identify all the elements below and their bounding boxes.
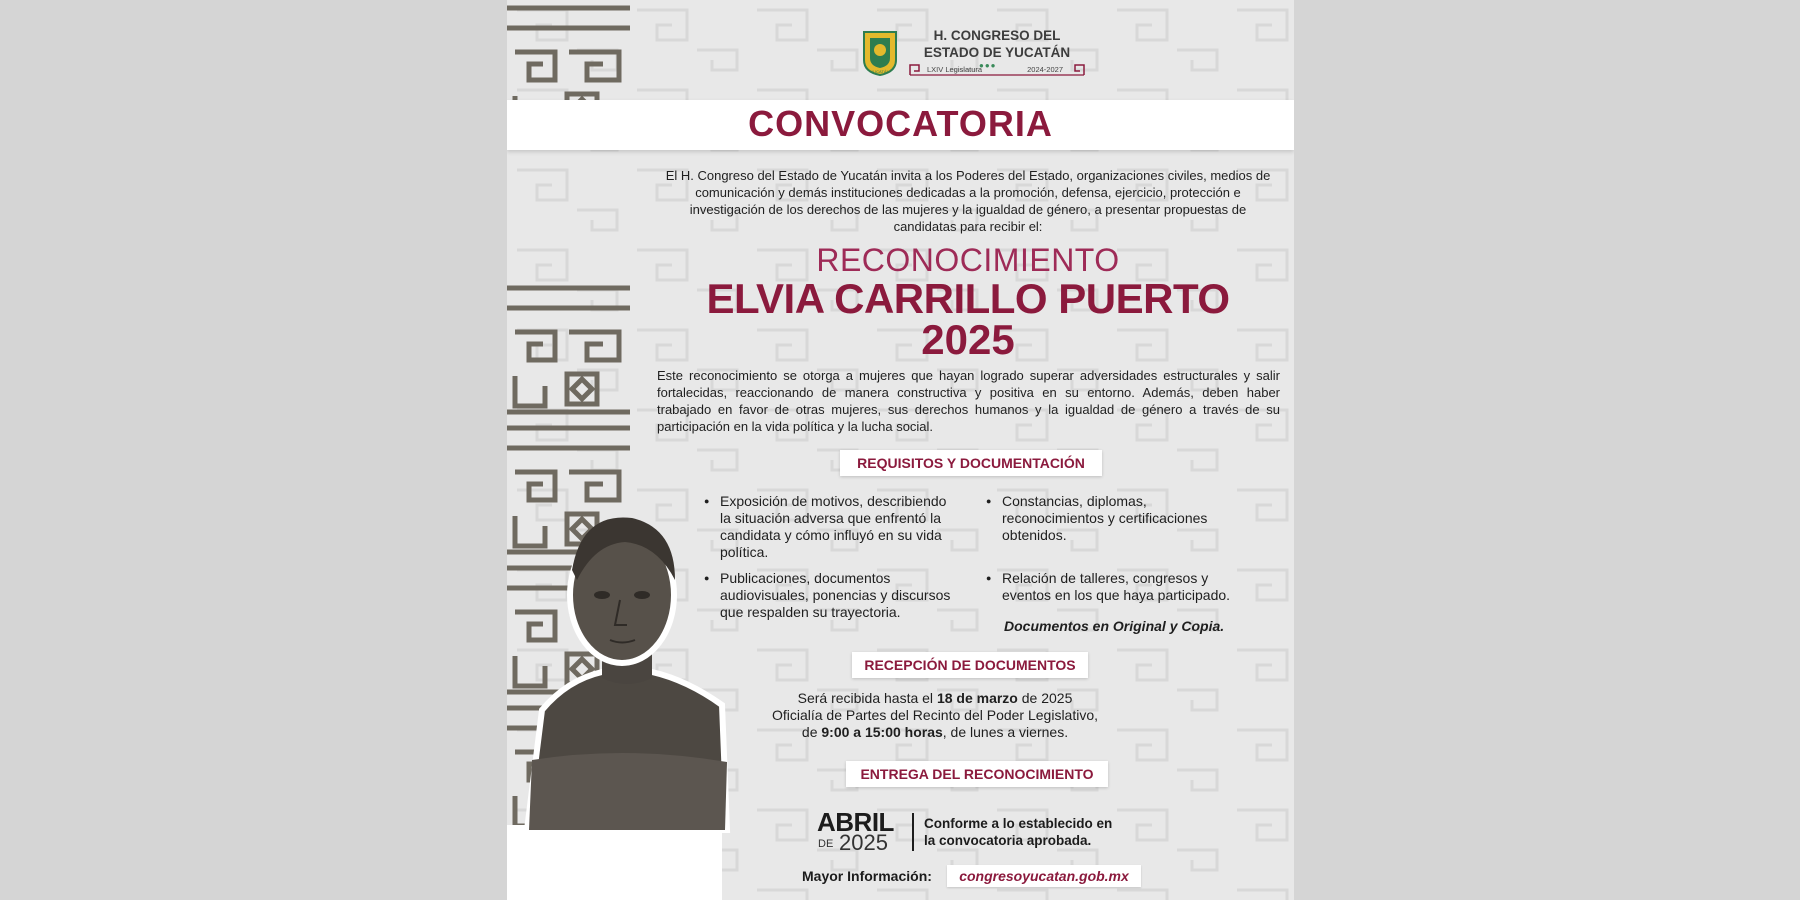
list-item: ● Publicaciones, documentos audiovisuales, ponencias y discursos que respalden su trayectoria. <box>704 570 954 621</box>
description-paragraph: Este reconocimiento se otorga a mujeres que hayan logrado superar adversidades estructurales y salir fortalecidas, reaccionando de manera constructiva y positiva en su entorno. Además, deben haber trabajado en favor de otras mujeres, sus derechos humanos y la igualdad de género a través de su participación en la vida política y la lucha social. <box>657 368 1280 434</box>
reception-hours: 9:00 a 15:00 horas <box>821 724 943 740</box>
legislatura-bar <box>909 62 1085 76</box>
convocatoria-poster <box>507 0 1294 900</box>
more-info-label: Mayor Información: <box>802 868 932 884</box>
reception-line1-text: Será recibida hasta el <box>797 690 937 706</box>
divider <box>912 813 914 851</box>
requirements-heading: REQUISITOS Y DOCUMENTACIÓN <box>840 450 1102 476</box>
delivery-note-line2: la convocatoria aprobada. <box>924 833 1092 848</box>
reception-days: , de lunes a viernes. <box>942 724 1069 740</box>
requirements-list-right <box>986 493 1236 604</box>
list-item: ● Constancias, diplomas, reconocimientos y certificaciones obtenidos. <box>986 493 1236 544</box>
list-item: ● Exposición de motivos, describiendo la situación adversa que enfrentó la candidata y cómo influyó en su vida política. <box>704 493 954 561</box>
recognition-name: ELVIA CARRILLO PUERTO <box>706 275 1230 322</box>
reception-info <box>657 690 1213 741</box>
reception-deadline: 18 de marzo <box>936 690 1018 706</box>
congress-seal-icon <box>862 30 898 76</box>
delivery-note-line1: Conforme a lo establecido en <box>924 816 1113 831</box>
legislatura-period: 2024-2027 <box>1027 65 1063 74</box>
congress-title-line1: H. CONGRESO DEL <box>933 28 1061 43</box>
delivery-year: 2025 <box>839 830 888 855</box>
delivery-month: ABRIL <box>817 807 894 837</box>
legislatura-dots-icon: ●●● <box>979 61 997 70</box>
reception-line3-text: de <box>801 724 822 740</box>
reception-line3 <box>657 724 1213 741</box>
delivery-de: DE <box>818 838 834 850</box>
recognition-year: 2025 <box>921 316 1015 363</box>
congress-title <box>912 27 1082 61</box>
website-link[interactable]: congresoyucatan.gob.mx <box>947 865 1141 887</box>
requirements-list-left <box>704 493 954 621</box>
list-item: ● Relación de talleres, congresos y eventos en los que haya participado. <box>986 570 1236 604</box>
reception-line1-year: de 2025 <box>1017 690 1073 706</box>
legislatura-label: LXIV Legislatura <box>927 65 983 74</box>
seal-text: YUCATÁN <box>870 69 890 74</box>
reception-heading: RECEPCIÓN DE DOCUMENTOS <box>852 652 1088 678</box>
page-title: CONVOCATORIA <box>748 103 1053 144</box>
delivery-heading: ENTREGA DEL RECONOCIMIENTO <box>846 761 1108 787</box>
delivery-note <box>924 815 1144 849</box>
congress-title-line2: ESTADO DE YUCATÁN <box>923 45 1071 60</box>
reception-line2: Oficialía de Partes del Recinto del Poder Legislativo, <box>771 707 1099 723</box>
documents-note: Documentos en Original y Copia. <box>1004 618 1225 634</box>
recognition-subtitle: RECONOCIMIENTO <box>816 242 1120 278</box>
intro-paragraph: El H. Congreso del Estado de Yucatán invita a los Poderes del Estado, organizaciones civiles, medios de comunicación y demás instituciones dedicadas a la promoción, defensa, ejercicio, protección e investigación de los derechos de las mujeres y la igualdad de género, a presentar propuestas de candidatas para recibir el: <box>665 168 1271 234</box>
reception-line1 <box>657 690 1213 707</box>
